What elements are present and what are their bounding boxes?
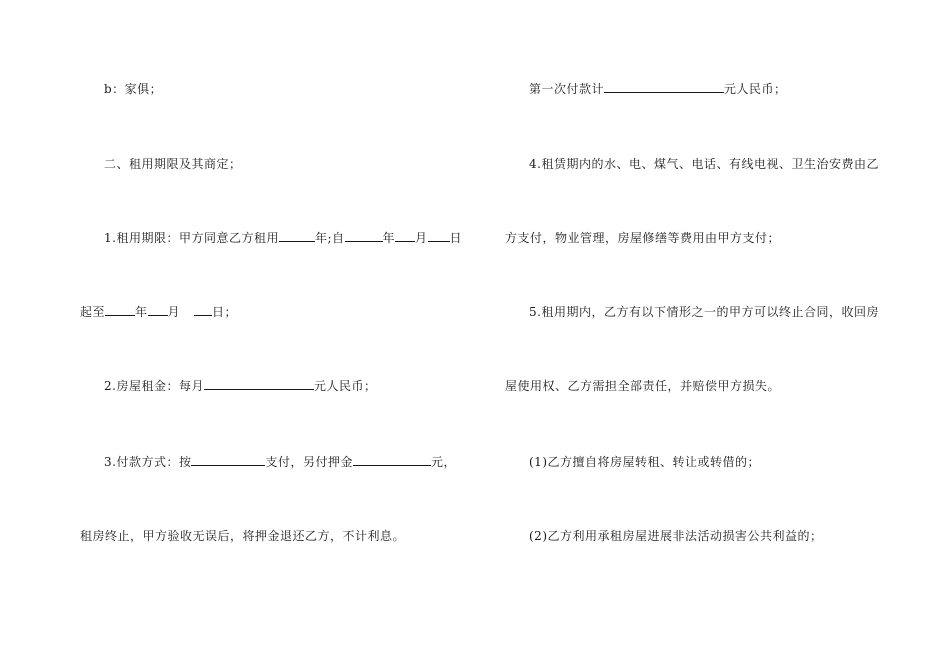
start-year-unit: 年 [382, 231, 396, 245]
start-month-blank [395, 230, 415, 242]
end-month-blank [148, 304, 168, 316]
termination-clause-line-1: 5.租用期内，乙方有以下情形之一的甲方可以终止合同，收回房 [529, 305, 879, 319]
right-column [505, 0, 925, 672]
payment-method-blank [191, 454, 265, 466]
left-column [80, 0, 500, 672]
lease-years-blank [279, 230, 315, 242]
lease-end-line [80, 304, 237, 320]
start-day-blank [428, 230, 450, 242]
sublease-condition: (1)乙方擅自将房屋转租、转让或转借的； [529, 455, 760, 469]
end-year-unit: 年 [135, 305, 148, 319]
utilities-clause-line-1: 4.租赁期内的水、电、煤气、电话、有线电视、卫生治安费由乙 [529, 157, 879, 171]
end-month-unit: 月 [167, 305, 181, 319]
start-year-blank [345, 230, 383, 242]
utilities-clause-line-2: 方支付，物业管理，房屋修缮等费用由甲方支付； [505, 231, 781, 245]
rent-currency-text: 元人民币； [313, 379, 377, 393]
lease-end-label: 起至 [80, 305, 106, 319]
rent-label: 2.房屋租金：每月 [104, 379, 204, 393]
lease-term-label: 1.租用期限：甲方同意乙方租用 [104, 231, 279, 245]
deposit-label: 支付，另付押金 [265, 455, 353, 469]
illegal-use-condition: (2)乙方利用承租房屋进展非法活动损害公共利益的； [529, 529, 823, 543]
payment-method-label: 3.付款方式：按 [104, 455, 192, 469]
first-payment-line [505, 81, 787, 97]
payment-method-line [80, 454, 456, 470]
end-day-blank [194, 304, 212, 316]
deposit-unit: 元， [430, 455, 456, 469]
deposit-amount-blank [353, 454, 431, 466]
furniture-item-line: b：家俱； [104, 82, 163, 96]
first-payment-currency: 元人民币； [724, 82, 787, 96]
rent-line [80, 378, 376, 394]
monthly-rent-blank [204, 378, 314, 390]
first-payment-label: 第一次付款计 [529, 82, 605, 96]
lease-year-from-text: 年;自 [314, 231, 345, 245]
end-year-blank [105, 304, 135, 316]
start-month-unit: 月 [415, 231, 428, 245]
section-two-heading: 二、租用期限及其商定； [104, 157, 242, 171]
end-day-unit: 日； [212, 305, 238, 319]
first-payment-blank [604, 81, 724, 93]
termination-clause-line-2: 屋使用权、乙方需担全部责任，并赔偿甲方损失。 [505, 379, 781, 393]
start-day-unit: 日 [449, 231, 463, 245]
lease-term-line [80, 230, 462, 246]
deposit-return-line: 租房终止，甲方验收无误后，将押金退还乙方，不计利息。 [80, 529, 406, 543]
